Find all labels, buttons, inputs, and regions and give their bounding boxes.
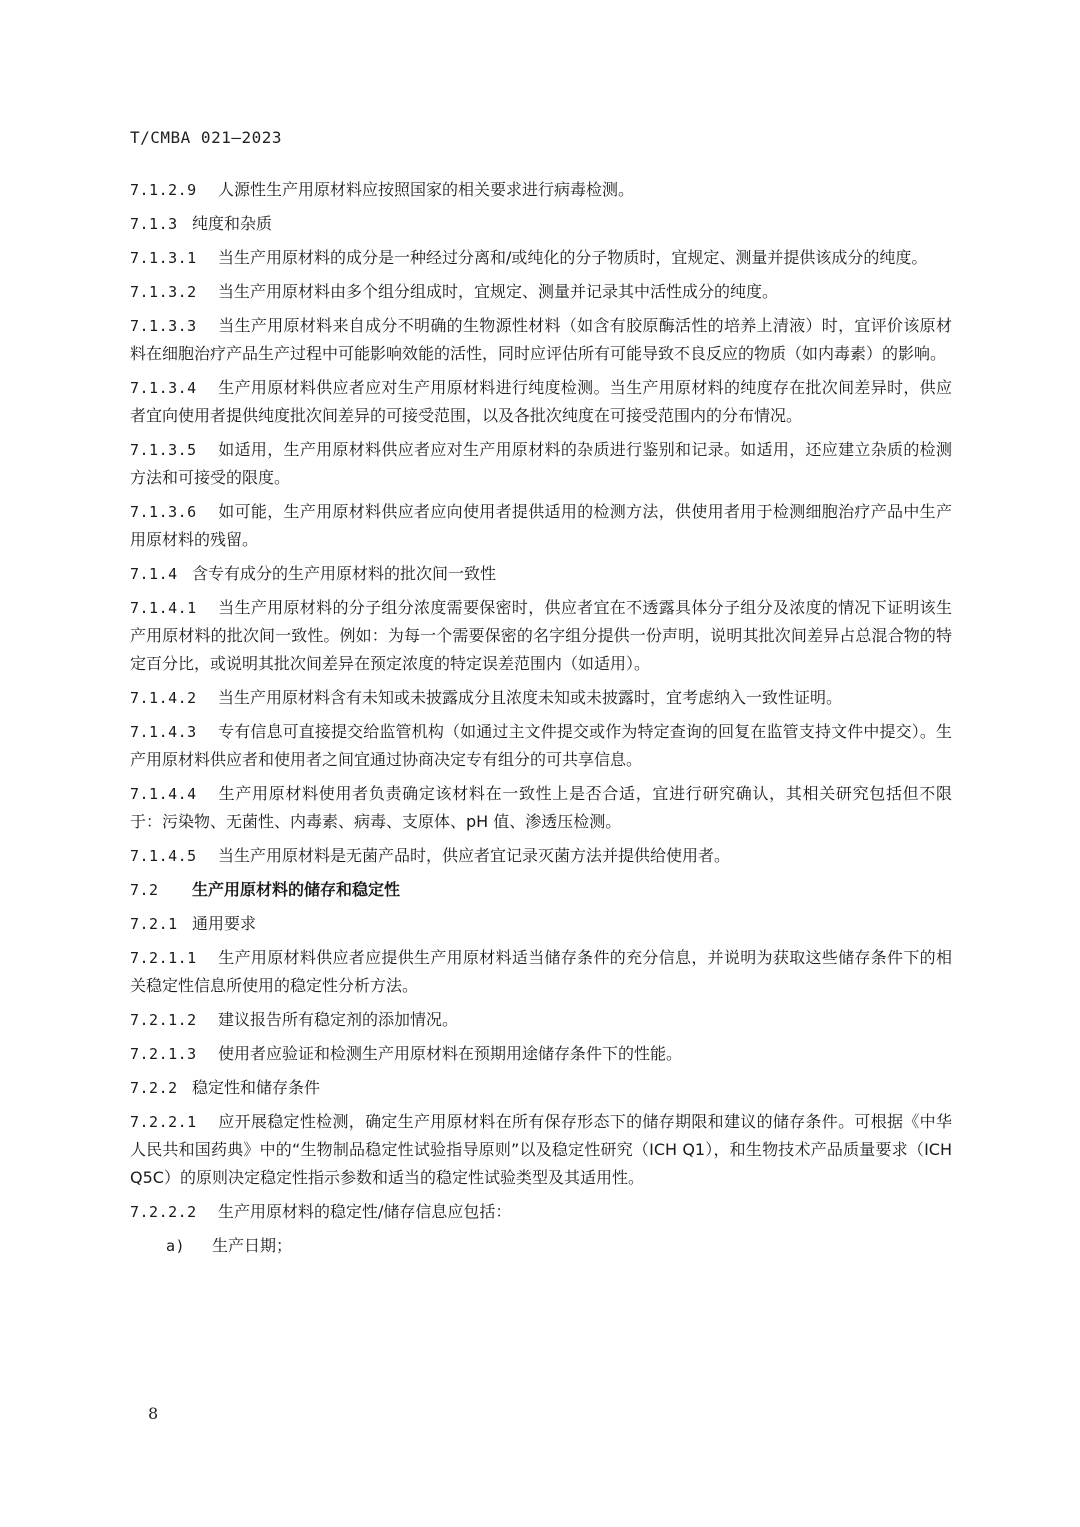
clause-number: 7.1.4.5 <box>130 847 197 865</box>
clause-number: 7.2.1.2 <box>130 1011 197 1029</box>
clause-number: 7.1.4.3 <box>130 723 197 741</box>
document-body <box>130 176 952 1266</box>
clause-text: 纯度和杂质 <box>192 214 273 233</box>
clause-number: 7.1.3.6 <box>130 503 197 521</box>
clause-paragraph <box>130 498 952 554</box>
clause-text: 应开展稳定性检测，确定生产用原材料在所有保存形态下的储存期限和建议的储存条件。可根据《中华人民共和国药典》中的“生物制品稳定性试验指导原则”以及稳定性研究（ICH Q1），和生物技术产品质量要求（ICH Q5C）的原则决定稳定性指示参数和适当的稳定性试验类型及其适用性。 <box>130 1112 952 1187</box>
clause-number: 7.1.4.4 <box>130 785 197 803</box>
clause-paragraph <box>130 718 952 774</box>
clause-text: 生产用原材料使用者负责确定该材料在一致性上是否合适，宜进行研究确认，其相关研究包括但不限于：污染物、无菌性、内毒素、病毒、支原体、pH 值、渗透压检测。 <box>130 784 952 831</box>
clause-text: 如适用，生产用原材料供应者应对生产用原材料的杂质进行鉴别和记录。如适用，还应建立杂质的检测方法和可接受的限度。 <box>130 440 952 487</box>
clause-paragraph <box>130 1108 952 1192</box>
clause-paragraph <box>130 436 952 492</box>
clause-number: 7.2.1.1 <box>130 949 197 967</box>
clause-number: 7.1.3.5 <box>130 441 197 459</box>
clause-paragraph <box>130 176 952 204</box>
clause-text: 当生产用原材料来自成分不明确的生物源性材料（如含有胶原酶活性的培养上清液）时，宜评价该原材料在细胞治疗产品生产过程中可能影响效能的活性，同时应评估所有可能导致不良反应的物质（如内毒素）的影响。 <box>130 316 952 363</box>
clause-number: a) <box>166 1237 186 1255</box>
clause-text: 如可能，生产用原材料供应者应向使用者提供适用的检测方法，供使用者用于检测细胞治疗产品中生产用原材料的残留。 <box>130 502 952 549</box>
clause-text: 含专有成分的生产用原材料的批次间一致性 <box>192 564 497 583</box>
clause-number: 7.2.2.2 <box>130 1203 197 1221</box>
clause-paragraph <box>130 842 952 870</box>
clause-paragraph <box>130 210 952 238</box>
clause-number: 7.2.2 <box>130 1079 178 1097</box>
clause-paragraph <box>130 944 952 1000</box>
clause-paragraph <box>130 594 952 678</box>
clause-number: 7.1.3.1 <box>130 249 197 267</box>
clause-paragraph <box>130 910 952 938</box>
clause-number: 7.1.4.1 <box>130 599 197 617</box>
clause-number: 7.1.3.3 <box>130 317 197 335</box>
clause-number: 7.1.3 <box>130 215 178 233</box>
clause-paragraph <box>130 312 952 368</box>
page-number: 8 <box>148 1404 159 1423</box>
clause-paragraph <box>130 244 952 272</box>
clause-number: 7.2.2.1 <box>130 1113 197 1131</box>
clause-text: 人源性生产用原材料应按照国家的相关要求进行病毒检测。 <box>218 180 635 199</box>
clause-text: 生产用原材料的稳定性/储存信息应包括： <box>218 1202 512 1221</box>
clause-text: 当生产用原材料含有未知或未披露成分且浓度未知或未披露时，宜考虑纳入一致性证明。 <box>218 688 843 707</box>
clause-text: 当生产用原材料由多个组分组成时，宜规定、测量并记录其中活性成分的纯度。 <box>218 282 779 301</box>
clause-paragraph <box>130 780 952 836</box>
clause-text: 生产用原材料供应者应对生产用原材料进行纯度检测。当生产用原材料的纯度存在批次间差异时，供应者宜向使用者提供纯度批次间差异的可接受范围，以及各批次纯度在可接受范围内的分布情况。 <box>130 378 952 425</box>
clause-paragraph <box>130 1040 952 1068</box>
clause-text: 当生产用原材料是无菌产品时，供应者宜记录灭菌方法并提供给使用者。 <box>218 846 731 865</box>
clause-number: 7.1.3.2 <box>130 283 197 301</box>
clause-number: 7.1.3.4 <box>130 379 197 397</box>
clause-text: 当生产用原材料的分子组分浓度需要保密时，供应者宜在不透露具体分子组分及浓度的情况下证明该生产用原材料的批次间一致性。例如：为每一个需要保密的名字组分提供一份声明，说明其批次间差异占总混合物的特定百分比，或说明其批次间差异在预定浓度的特定误差范围内（如适用）。 <box>130 598 952 673</box>
clause-number: 7.1.4 <box>130 565 178 583</box>
clause-text: 专有信息可直接提交给监管机构（如通过主文件提交或作为特定查询的回复在监管支持文件中提交）。生产用原材料供应者和使用者之间宜通过协商决定专有组分的可共享信息。 <box>130 722 952 769</box>
clause-text: 生产用原材料的储存和稳定性 <box>192 880 401 899</box>
clause-text: 当生产用原材料的成分是一种经过分离和/或纯化的分子物质时，宜规定、测量并提供该成分的纯度。 <box>218 248 928 267</box>
clause-text: 使用者应验证和检测生产用原材料在预期用途储存条件下的性能。 <box>218 1044 683 1063</box>
clause-paragraph <box>130 560 952 588</box>
clause-text: 建议报告所有稳定剂的添加情况。 <box>218 1010 459 1029</box>
clause-paragraph <box>130 374 952 430</box>
clause-paragraph <box>130 1074 952 1102</box>
clause-number: 7.2 <box>130 881 159 899</box>
clause-number: 7.1.2.9 <box>130 181 197 199</box>
clause-text: 生产用原材料供应者应提供生产用原材料适当储存条件的充分信息，并说明为获取这些储存条件下的相关稳定性信息所使用的稳定性分析方法。 <box>130 948 952 995</box>
clause-paragraph <box>130 1198 952 1226</box>
clause-paragraph <box>130 876 952 904</box>
clause-text: 稳定性和储存条件 <box>192 1078 321 1097</box>
clause-paragraph <box>130 684 952 712</box>
document-code-header: T/CMBA 021—2023 <box>130 128 282 147</box>
clause-number: 7.2.1.3 <box>130 1045 197 1063</box>
clause-paragraph <box>130 1006 952 1034</box>
list-item <box>130 1232 952 1260</box>
clause-paragraph <box>130 278 952 306</box>
clause-number: 7.2.1 <box>130 915 178 933</box>
clause-text: 生产日期； <box>212 1236 293 1255</box>
clause-number: 7.1.4.2 <box>130 689 197 707</box>
clause-text: 通用要求 <box>192 914 257 933</box>
